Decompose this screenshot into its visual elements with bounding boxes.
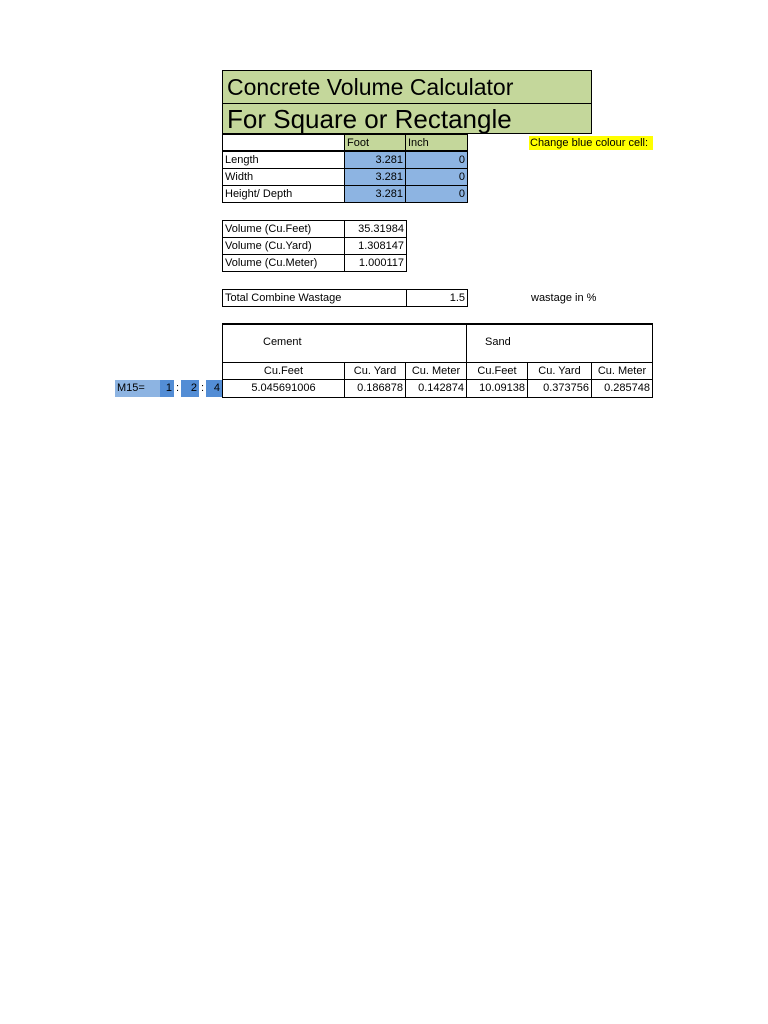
height-inch-input[interactable]: 0 <box>405 185 468 203</box>
height-foot-input[interactable]: 3.281 <box>344 185 406 203</box>
title-line1: Concrete Volume Calculator <box>222 70 592 104</box>
mix-ratio-cement-input[interactable]: 1 <box>160 380 174 397</box>
mix-grade-label: M15= <box>115 380 160 397</box>
volume-cu-yard-value: 1.308147 <box>344 237 407 255</box>
volume-cu-meter-label: Volume (Cu.Meter) <box>222 254 345 272</box>
volume-cu-feet-label: Volume (Cu.Feet) <box>222 220 345 238</box>
instruction-note: Change blue colour cell: <box>529 136 653 150</box>
mix-ratio-aggregate-input[interactable]: 4 <box>206 380 222 397</box>
height-label: Height/ Depth <box>222 185 345 203</box>
inch-column-header: Inch <box>405 134 468 151</box>
sand-cu-meter-value: 0.285748 <box>591 379 653 398</box>
header-blank-cell <box>222 134 345 151</box>
width-inch-input[interactable]: 0 <box>405 168 468 186</box>
materials-group-divider <box>466 323 467 363</box>
sand-cu-yard-unit: Cu. Yard <box>527 362 592 380</box>
wastage-unit-note: wastage in % <box>531 292 597 304</box>
title-line2: For Square or Rectangle <box>222 103 592 134</box>
volume-cu-meter-value: 1.000117 <box>344 254 407 272</box>
ratio-separator-1: : <box>174 380 181 397</box>
volume-cu-feet-value: 35.31984 <box>344 220 407 238</box>
sand-header: Sand <box>485 336 511 348</box>
sand-cu-feet-value: 10.09138 <box>466 379 528 398</box>
length-inch-input[interactable]: 0 <box>405 151 468 169</box>
width-label: Width <box>222 168 345 186</box>
sand-cu-yard-value: 0.373756 <box>527 379 592 398</box>
mix-ratio-sand-input[interactable]: 2 <box>181 380 199 397</box>
cement-cu-meter-unit: Cu. Meter <box>405 362 467 380</box>
cement-header: Cement <box>263 336 302 348</box>
cement-cu-feet-value: 5.045691006 <box>222 379 345 398</box>
foot-column-header: Foot <box>344 134 406 151</box>
cement-cu-yard-unit: Cu. Yard <box>344 362 406 380</box>
materials-top-rule <box>222 323 653 325</box>
cement-cu-yard-value: 0.186878 <box>344 379 406 398</box>
length-label: Length <box>222 151 345 169</box>
mix-ratio-strip <box>160 380 222 397</box>
cement-cu-meter-value: 0.142874 <box>405 379 467 398</box>
ratio-separator-2: : <box>199 380 206 397</box>
sand-cu-meter-unit: Cu. Meter <box>591 362 653 380</box>
volume-cu-yard-label: Volume (Cu.Yard) <box>222 237 345 255</box>
sand-cu-feet-unit: Cu.Feet <box>466 362 528 380</box>
wastage-value[interactable]: 1.5 <box>406 289 468 307</box>
wastage-label: Total Combine Wastage <box>222 289 407 307</box>
width-foot-input[interactable]: 3.281 <box>344 168 406 186</box>
length-foot-input[interactable]: 3.281 <box>344 151 406 169</box>
cement-cu-feet-unit: Cu.Feet <box>222 362 345 380</box>
